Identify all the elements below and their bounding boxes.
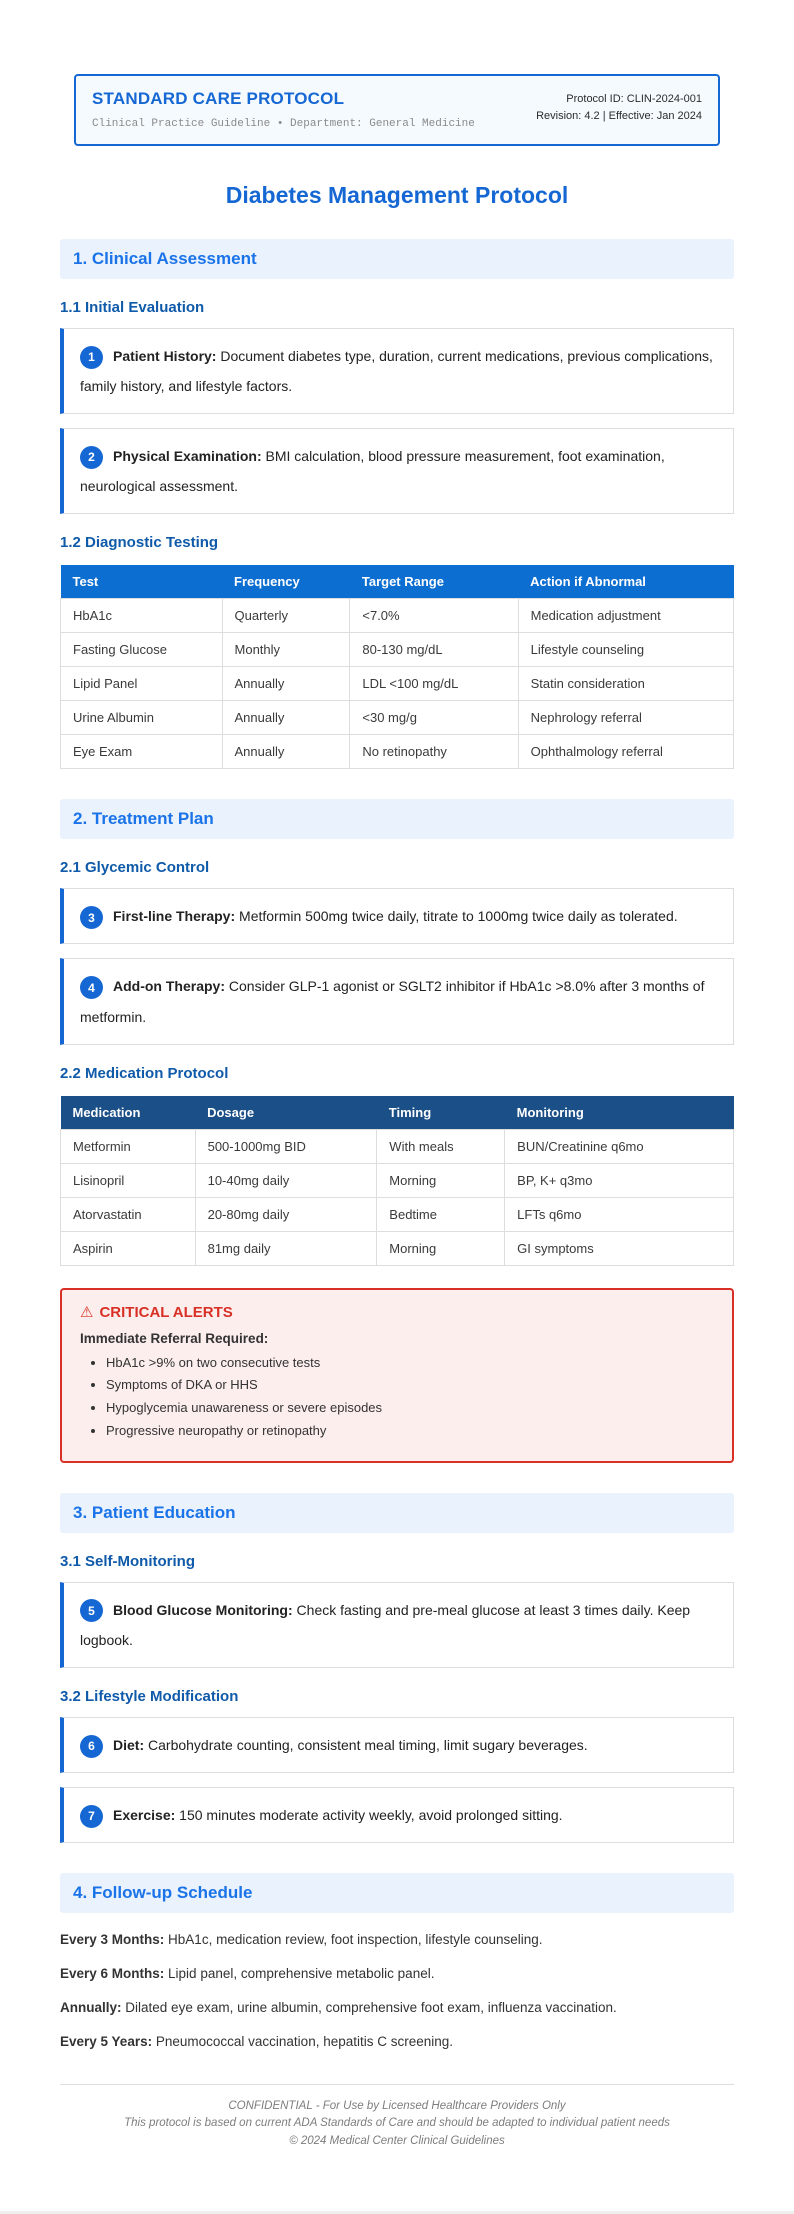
step-text: BMI calculation, blood pressure measurement, foot examination, neurological assessment. bbox=[80, 448, 665, 495]
table-cell: No retinopathy bbox=[350, 735, 518, 769]
table-cell: Atorvastatin bbox=[61, 1197, 196, 1231]
followup-item bbox=[60, 2033, 734, 2052]
table-header-row bbox=[61, 565, 734, 599]
step-box-5 bbox=[60, 1582, 734, 1668]
step-box-2 bbox=[60, 428, 734, 514]
table-cell: Morning bbox=[377, 1163, 505, 1197]
footer-line-disclaimer: This protocol is based on current ADA Standards of Care and should be adapted to individual patient needs bbox=[124, 2117, 670, 2130]
document-title: Diabetes Management Protocol bbox=[225, 182, 569, 208]
step-text: Metformin 500mg twice daily, titrate to 1000mg twice daily as tolerated. bbox=[239, 908, 678, 925]
table-cell: Aspirin bbox=[61, 1231, 196, 1265]
table-cell: GI symptoms bbox=[505, 1231, 734, 1265]
table-cell: Eye Exam bbox=[61, 735, 223, 769]
table-cell: Lisinopril bbox=[61, 1163, 196, 1197]
table-cell: Quarterly bbox=[222, 599, 350, 633]
table-cell: BUN/Creatinine q6mo bbox=[505, 1129, 734, 1163]
footer-line-confidential: CONFIDENTIAL - For Use by Licensed Healthcare Providers Only bbox=[228, 2099, 566, 2112]
table-cell: LFTs q6mo bbox=[505, 1197, 734, 1231]
table-cell: Statin consideration bbox=[518, 667, 733, 701]
table-cell: 80-130 mg/dL bbox=[350, 633, 518, 667]
followup-text: Lipid panel, comprehensive metabolic panel. bbox=[168, 1965, 435, 1981]
step-label: Add-on Therapy: bbox=[113, 978, 225, 995]
table-cell: Fasting Glucose bbox=[61, 633, 223, 667]
step-number-badge: 7 bbox=[80, 1805, 103, 1828]
section-heading-patient-education: 3. Patient Education bbox=[60, 1493, 734, 1533]
section-heading-treatment-plan: 2. Treatment Plan bbox=[60, 799, 734, 839]
subsection-self-monitoring: 3.1 Self-Monitoring bbox=[60, 1552, 195, 1570]
table-row bbox=[61, 735, 734, 769]
table-row bbox=[61, 1163, 734, 1197]
table-header-cell: Medication bbox=[61, 1096, 196, 1130]
table-cell: Monthly bbox=[222, 633, 350, 667]
step-number-badge: 5 bbox=[80, 1599, 103, 1622]
followup-label: Annually: bbox=[60, 1999, 122, 2015]
table-cell: BP, K+ q3mo bbox=[505, 1163, 734, 1197]
followup-schedule bbox=[60, 1931, 734, 2052]
table-cell: 10-40mg daily bbox=[195, 1163, 377, 1197]
table-cell: Bedtime bbox=[377, 1197, 505, 1231]
table-row bbox=[61, 633, 734, 667]
protocol-header-subtitle: Clinical Practice Guideline • Department: General Medicine bbox=[92, 118, 475, 130]
step-text: Carbohydrate counting, consistent meal timing, limit sugary beverages. bbox=[148, 1736, 588, 1753]
followup-item bbox=[60, 1965, 734, 1984]
critical-alerts-title bbox=[80, 1303, 714, 1321]
table-row bbox=[61, 1129, 734, 1163]
followup-label: Every 5 Years: bbox=[60, 2033, 153, 2049]
subsection-medication-protocol: 2.2 Medication Protocol bbox=[60, 1064, 229, 1082]
table-cell: With meals bbox=[377, 1129, 505, 1163]
table-row bbox=[61, 701, 734, 735]
table-cell: Medication adjustment bbox=[518, 599, 733, 633]
table-cell: Morning bbox=[377, 1231, 505, 1265]
alert-item: • Hypoglycemia unawareness or severe episodes bbox=[106, 1397, 714, 1420]
step-box-6 bbox=[60, 1717, 734, 1773]
table-header-cell: Dosage bbox=[195, 1096, 377, 1130]
section-heading-followup-schedule: 4. Follow-up Schedule bbox=[60, 1873, 734, 1913]
critical-alerts-title-text: CRITICAL ALERTS bbox=[99, 1303, 233, 1321]
protocol-header-title: STANDARD CARE PROTOCOL bbox=[92, 89, 345, 108]
followup-text: HbA1c, medication review, foot inspection, lifestyle counseling. bbox=[168, 1932, 543, 1948]
alert-item: • Symptoms of DKA or HHS bbox=[106, 1374, 714, 1397]
followup-label: Every 6 Months: bbox=[60, 1965, 165, 1981]
table-row bbox=[61, 667, 734, 701]
table-cell: Annually bbox=[222, 735, 350, 769]
protocol-header bbox=[74, 74, 720, 146]
table-header-cell: Frequency bbox=[222, 565, 350, 599]
table-cell: 81mg daily bbox=[195, 1231, 377, 1265]
step-number-badge: 1 bbox=[80, 346, 103, 369]
followup-label: Every 3 Months: bbox=[60, 1932, 165, 1948]
step-box-7 bbox=[60, 1787, 734, 1843]
table-cell: Nephrology referral bbox=[518, 701, 733, 735]
subsection-glycemic-control: 2.1 Glycemic Control bbox=[60, 859, 210, 877]
step-label: First-line Therapy: bbox=[113, 908, 236, 925]
step-number-badge: 4 bbox=[80, 976, 103, 999]
table-row bbox=[61, 1231, 734, 1265]
step-label: Blood Glucose Monitoring: bbox=[113, 1601, 293, 1618]
table-header-cell: Timing bbox=[377, 1096, 505, 1130]
protocol-header-left bbox=[92, 89, 475, 130]
step-label: Exercise: bbox=[113, 1806, 176, 1823]
followup-item bbox=[60, 1931, 734, 1950]
protocol-revision: Revision: 4.2 | Effective: Jan 2024 bbox=[536, 110, 702, 123]
alert-subtitle: Immediate Referral Required: bbox=[80, 1330, 269, 1346]
table-cell: 500-1000mg BID bbox=[195, 1129, 377, 1163]
step-number-badge: 3 bbox=[80, 906, 103, 929]
step-label: Physical Examination: bbox=[113, 448, 262, 465]
table-header-cell: Action if Abnormal bbox=[518, 565, 733, 599]
step-number-badge: 2 bbox=[80, 446, 103, 469]
step-text: Check fasting and pre-meal glucose at least 3 times daily. Keep logbook. bbox=[80, 1601, 691, 1648]
table-cell: HbA1c bbox=[61, 599, 223, 633]
critical-alerts-box bbox=[60, 1288, 734, 1463]
step-text: 150 minutes moderate activity weekly, avoid prolonged sitting. bbox=[179, 1806, 563, 1823]
table-cell: 20-80mg daily bbox=[195, 1197, 377, 1231]
medication-protocol-table bbox=[60, 1096, 734, 1266]
followup-item bbox=[60, 1999, 734, 2018]
table-cell: Lifestyle counseling bbox=[518, 633, 733, 667]
protocol-document bbox=[60, 0, 734, 2211]
table-row bbox=[61, 1197, 734, 1231]
table-cell: LDL <100 mg/dL bbox=[350, 667, 518, 701]
footer-line-copyright: © 2024 Medical Center Clinical Guidelines bbox=[289, 2135, 505, 2148]
alert-item: • HbA1c >9% on two consecutive tests bbox=[106, 1352, 714, 1375]
diagnostic-testing-table bbox=[60, 565, 734, 769]
table-cell: Urine Albumin bbox=[61, 701, 223, 735]
table-header-row bbox=[61, 1096, 734, 1130]
subsection-initial-evaluation: 1.1 Initial Evaluation bbox=[60, 299, 205, 316]
table-header-cell: Target Range bbox=[350, 565, 518, 599]
step-text: Consider GLP-1 agonist or SGLT2 inhibitor if HbA1c >8.0% after 3 months of metformin. bbox=[80, 978, 705, 1025]
step-box-3 bbox=[60, 888, 734, 944]
step-label: Diet: bbox=[113, 1736, 145, 1753]
section-heading-clinical-assessment: 1. Clinical Assessment bbox=[60, 239, 734, 279]
table-cell: Annually bbox=[222, 667, 350, 701]
step-box-1 bbox=[60, 328, 734, 414]
step-box-4 bbox=[60, 958, 734, 1044]
table-cell: Ophthalmology referral bbox=[518, 735, 733, 769]
step-label: Patient History: bbox=[113, 348, 217, 364]
table-cell: Metformin bbox=[61, 1129, 196, 1163]
table-header-cell: Monitoring bbox=[505, 1096, 734, 1130]
alert-list bbox=[80, 1352, 714, 1443]
table-row bbox=[61, 599, 734, 633]
table-cell: <7.0% bbox=[350, 599, 518, 633]
alert-item: • Progressive neuropathy or retinopathy bbox=[106, 1420, 714, 1443]
step-text: Document diabetes type, duration, current medications, previous complications, family history, and lifestyle factors. bbox=[80, 348, 713, 395]
table-header-cell: Test bbox=[61, 565, 223, 599]
warning-icon: ⚠ bbox=[80, 1303, 94, 1321]
protocol-id: Protocol ID: CLIN-2024-001 bbox=[566, 93, 702, 105]
step-number-badge: 6 bbox=[80, 1735, 103, 1758]
table-cell: <30 mg/g bbox=[350, 701, 518, 735]
table-cell: Lipid Panel bbox=[61, 667, 223, 701]
protocol-meta bbox=[536, 89, 702, 125]
subsection-diagnostic-testing: 1.2 Diagnostic Testing bbox=[60, 534, 219, 552]
document-footer bbox=[60, 2084, 734, 2151]
followup-text: Dilated eye exam, urine albumin, comprehensive foot exam, influenza vaccination. bbox=[125, 1999, 617, 2015]
table-cell: Annually bbox=[222, 701, 350, 735]
followup-text: Pneumococcal vaccination, hepatitis C screening. bbox=[155, 2033, 454, 2049]
subsection-lifestyle-modification: 3.2 Lifestyle Modification bbox=[60, 1687, 239, 1705]
